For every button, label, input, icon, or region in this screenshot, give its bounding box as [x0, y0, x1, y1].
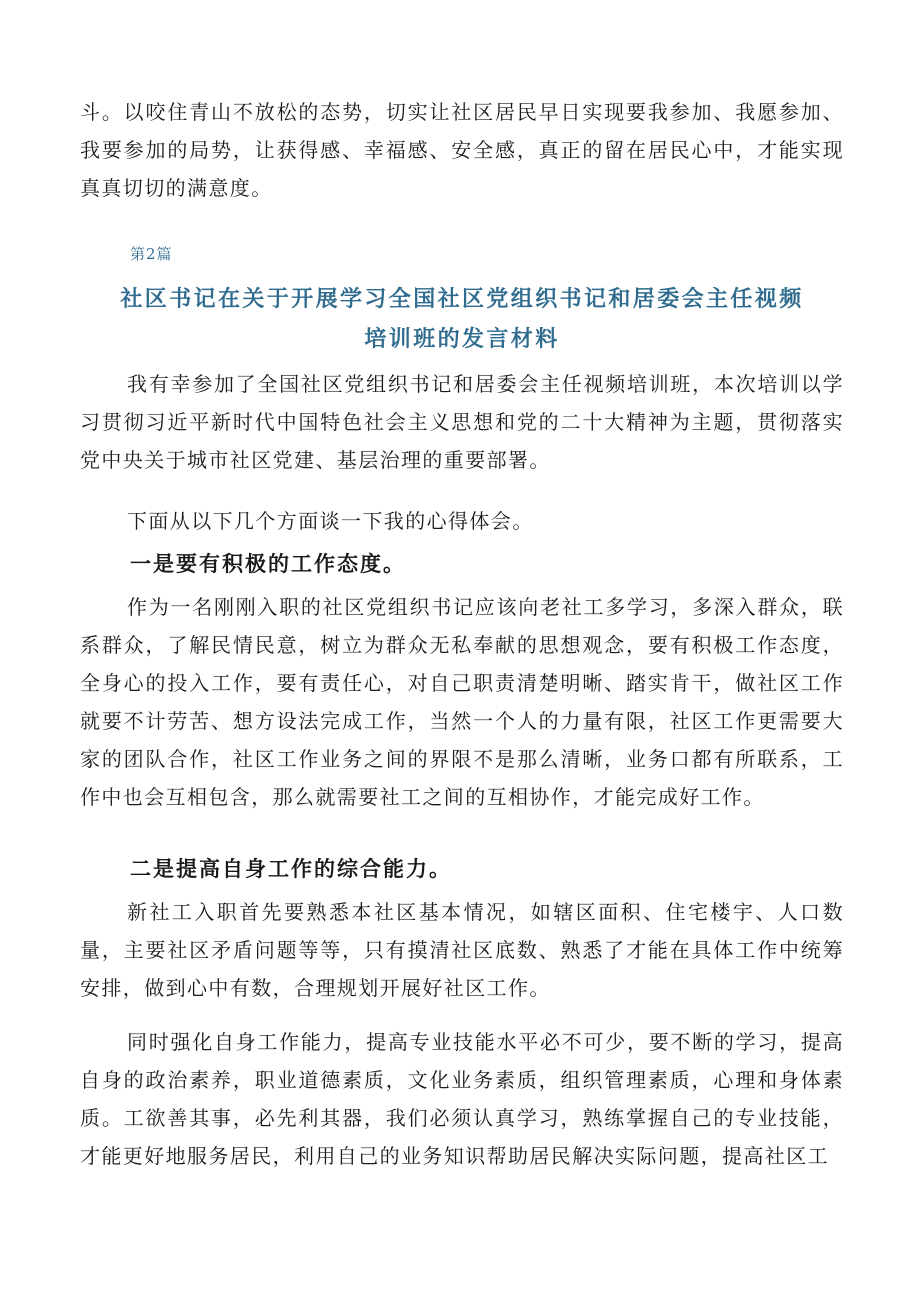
title-line-1: 社区书记在关于开展学习全国社区党组织书记和居委会主任视频: [120, 286, 804, 312]
document-title: [80, 279, 844, 359]
section-label: 第2篇: [130, 245, 173, 263]
section-heading-2: 二是提高自身工作的综合能力。: [130, 856, 452, 881]
continuation-paragraph: 斗。以咬住青山不放松的态势，切实让社区居民早日实现要我参加、我愿参加、我要参加的局势，让获得感、幸福感、安全感，真正的留在居民心中，才能实现真真切切的满意度。: [80, 100, 844, 200]
intro-paragraph: 我有幸参加了全国社区党组织书记和居委会主任视频培训班，本次培训以学习贯彻习近平新时代中国特色社会主义思想和党的二十大精神为主题，贯彻落实党中央关于城市社区党建、基层治理的重要部署。: [80, 372, 844, 472]
title-line-2: 培训班的发言材料: [364, 326, 560, 352]
section-heading-1: 一是要有积极的工作态度。: [130, 551, 406, 576]
body-paragraph-1: 作为一名刚刚入职的社区党组织书记应该向老社工多学习，多深入群众，联系群众，了解民情民意，树立为群众无私奉献的思想观念，要有积极工作态度，全身心的投入工作，要有责任心，对自己职责清楚明晰、踏实肯干，做社区工作就要不计劳苦、想方设法完成工作，当然一个人的力量有限，社区工作更需要大家的团队合作，社区工作业务之间的界限不是那么清晰，业务口都有所联系，工作中也会互相包含，那么就需要社工之间的互相协作，才能完成好工作。: [80, 595, 844, 809]
transition-paragraph: 下面从以下几个方面谈一下我的心得体会。: [127, 509, 534, 533]
body-paragraph-2: 新社工入职首先要熟悉本社区基本情况，如辖区面积、住宅楼宇、人口数量，主要社区矛盾问题等等，只有摸清社区底数、熟悉了才能在具体工作中统筹安排，做到心中有数，合理规划开展好社区工作。: [80, 900, 844, 1000]
body-paragraph-3: 同时强化自身工作能力，提高专业技能水平必不可少，要不断的学习，提高自身的政治素养，职业道德素质，文化业务素质，组织管理素质，心理和身体素质。工欲善其事，必先利其器，我们必须认真学习，熟练掌握自己的专业技能，才能更好地服务居民，利用自己的业务知识帮助居民解决实际问题，提高社区工: [80, 1030, 844, 1168]
